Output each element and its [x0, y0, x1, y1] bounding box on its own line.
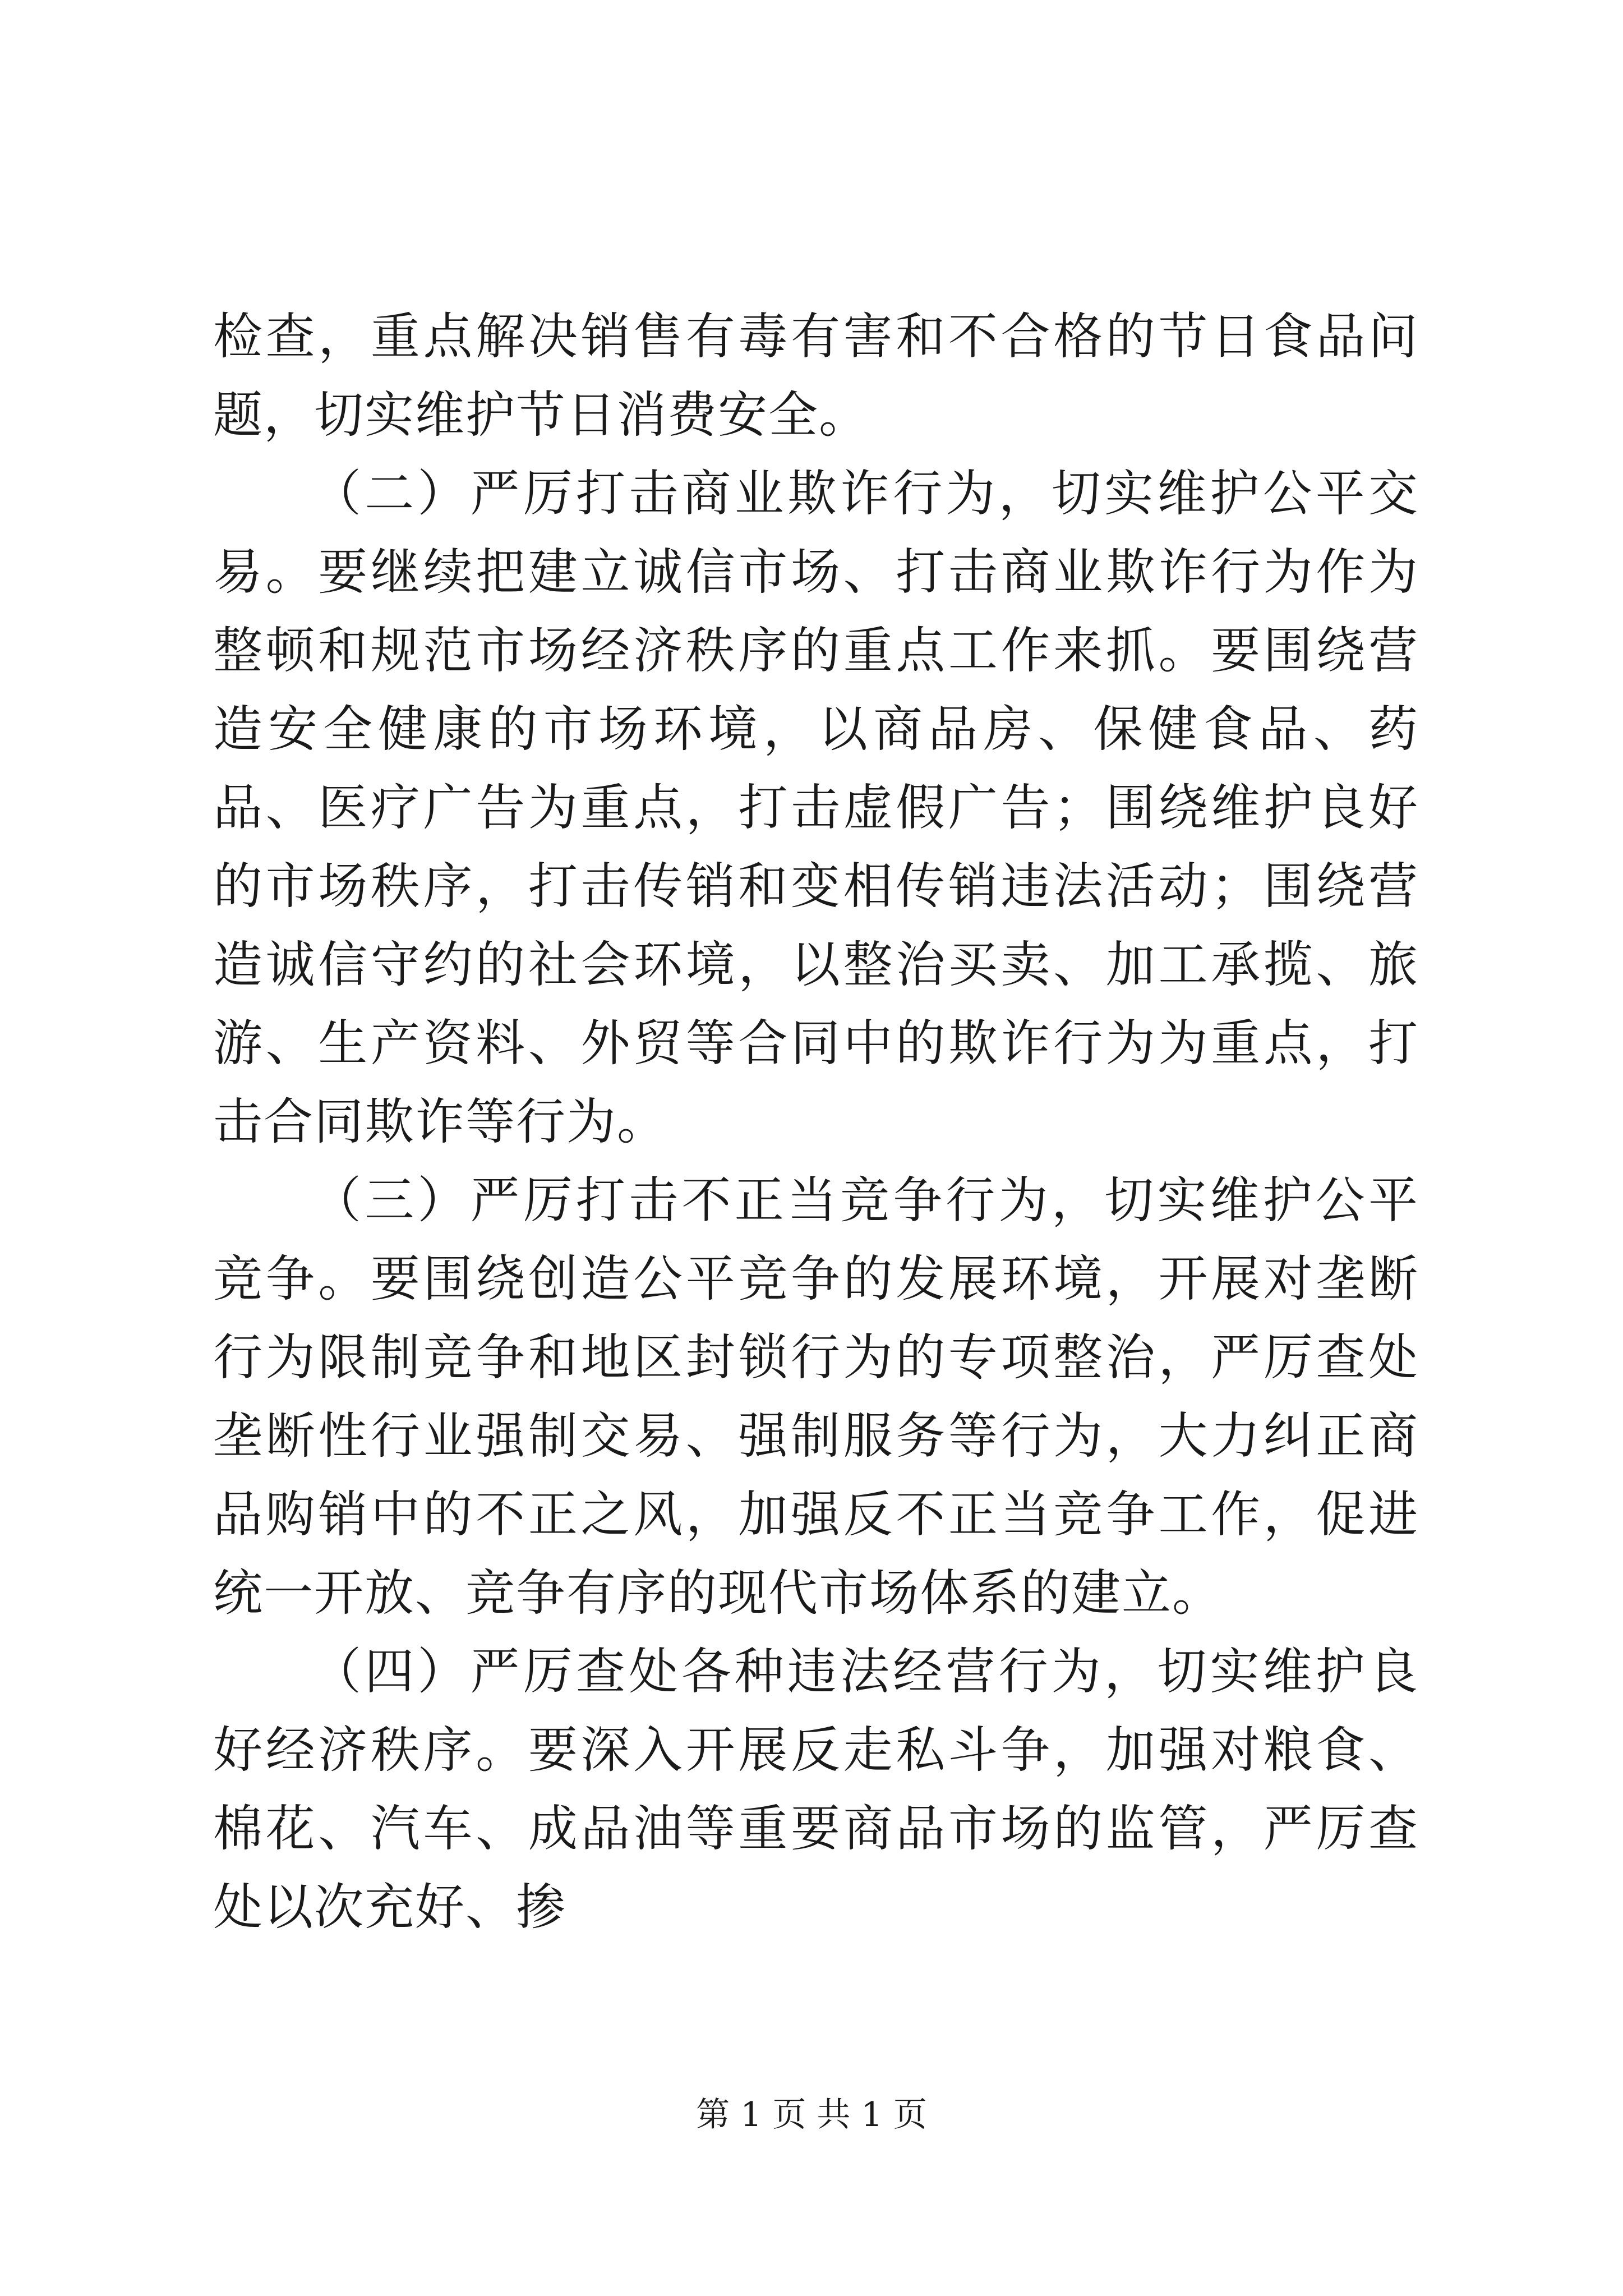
paragraph-1: 检查，重点解决销售有毒有害和不合格的节日食品问题，切实维护节日消费安全。: [213, 307, 1419, 444]
paragraph-4: （四）严厉查处各种违法经营行为，切实维护良好经济秩序。要深入开展反走私斗争，加强对粮食、棉花、汽车、成品油等重要商品市场的监管，严厉查处以次充好、掺: [213, 1642, 1419, 1936]
paragraph-3: （三）严厉打击不正当竞争行为，切实维护公平竞争。要围绕创造公平竞争的发展环境，开展对垄断行为限制竞争和地区封锁行为的专项整治，严厉查处垄断性行业强制交易、强制服务等行为，大力纠正商品购销中的不正之风，加强反不正当竞争工作，促进统一开放、竞争有序的现代市场体系的建立。: [213, 1171, 1419, 1622]
page-footer: 第 1 页 共 1 页: [696, 2095, 927, 2134]
paragraph-2: （二）严厉打击商业欺诈行为，切实维护公平交易。要继续把建立诚信市场、打击商业欺诈行为作为整顿和规范市场经济秩序的重点工作来抓。要围绕营造安全健康的市场环境，以商品房、保健食品、药品、医疗广告为重点，打击虚假广告；围绕维护良好的市场秩序，打击传销和变相传销违法活动；围绕营造诚信守约的社会环境，以整治买卖、加工承揽、旅游、生产资料、外贸等合同中的欺诈行为为重点，打击合同欺诈等行为。: [213, 464, 1419, 1151]
document-body: [213, 297, 1419, 1947]
